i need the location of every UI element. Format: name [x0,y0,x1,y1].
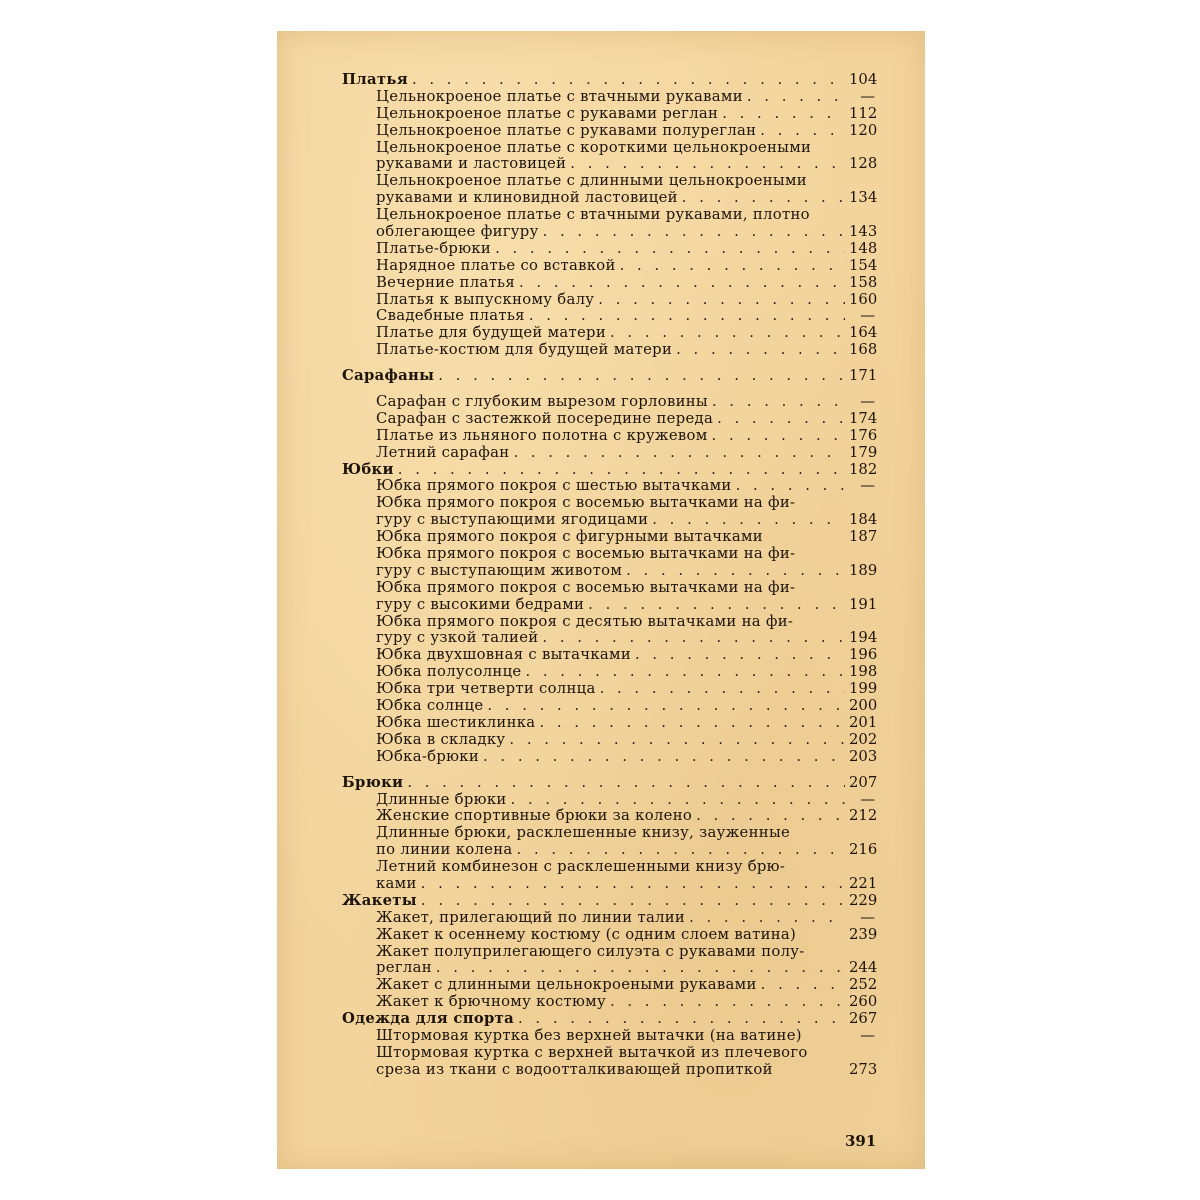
toc-entry-page: 191 [849,595,878,613]
toc-entry [342,944,875,961]
toc-entry [342,595,878,614]
toc-entry-title: Женские спортивные брюки за колено [376,807,693,825]
dot-leader [570,156,845,173]
toc-entry [342,976,878,994]
toc-entry [342,959,878,977]
toc-entry-page: 134 [849,189,878,207]
toc-entry [342,561,878,580]
dot-leader [438,368,845,385]
toc-entry-title: Длинные брюки, расклешенные книзу, зауженные [376,824,791,842]
toc-entry-title: Брюки [342,773,404,791]
toc-entry [342,841,878,859]
toc-entry [342,308,875,325]
toc-entry [342,713,878,732]
dot-leader [421,893,845,910]
toc-entry [342,140,875,157]
toc-entry-title: Платье-брюки [376,239,492,257]
toc-section-entry [342,70,878,89]
toc-entry-page: 104 [849,70,878,88]
toc-entry-page: 260 [849,993,878,1011]
toc-entry-title: Жакет к осеннему костюму (с одним слоем ватина) [376,925,797,943]
toc-entry-title: Юбка двухшовная с вытачками [376,646,631,664]
dot-leader [539,715,845,732]
toc-entry [342,155,878,173]
toc-entry-title: Юбка в складку [376,730,506,748]
toc-entry [342,121,878,140]
toc-entry-title: Юбка прямого покроя с восемью вытачками на фи- [376,578,796,596]
toc-entry-page: 160 [849,290,878,308]
dot-leader [598,292,845,309]
toc-entry [342,646,878,664]
toc-entry-page: 148 [849,239,878,257]
toc-entry [342,478,875,495]
toc-entry-page: 198 [849,663,878,681]
dot-leader [487,698,845,715]
toc-entry-title: Жакет, прилегающий по линии талии [376,908,686,926]
toc-entry [342,528,878,546]
dot-leader [519,275,845,292]
toc-entry-page: 112 [849,104,878,122]
toc-entry-page: 182 [849,460,878,478]
toc-entry [342,925,878,944]
toc-entry-page: 203 [849,747,878,765]
toc-entry-title: гуру с выступающим животом [376,561,623,579]
toc-entry-title: Штормовая куртка с верхней вытачкой из плечевого [376,1043,808,1061]
toc-entry-page: 201 [849,713,878,731]
toc-entry [342,207,875,224]
toc-entry-title: Нарядное платье со вставкой [376,256,616,274]
toc-entry-title: Юбка прямого покроя с десятью вытачками на фи- [376,612,794,630]
toc-entry-title: Жакет полуприлегающего силуэта с рукавами полу- [376,942,805,960]
toc-entry-title: Цельнокроеное платье с короткими цельнокроеными [376,138,812,156]
toc-entry-page: 154 [849,256,878,274]
toc-entry [342,747,878,766]
toc-entry-page: 207 [849,773,878,791]
dot-leader [495,241,845,258]
dot-leader [626,563,845,580]
toc-entry-title: Летний сарафан [376,443,510,461]
toc-entry [342,859,875,876]
dot-leader [620,258,845,275]
dot-leader [696,808,845,825]
toc-entry [342,680,878,698]
toc-entry-page: — [860,477,875,495]
toc-entry [342,874,878,893]
toc-entry [342,546,875,563]
toc-entry [342,223,878,241]
toc-entry-title: Жакеты [342,891,417,909]
dot-leader [436,960,845,977]
toc-entry [342,324,878,342]
toc-entry-title: Юбка полусолнце [376,663,522,681]
toc-entry-page: 120 [849,121,878,139]
toc-entry-title: рукавами и клиновидной ластовицей [376,189,678,207]
dot-leader [722,106,845,123]
toc-entry [342,89,875,106]
dot-leader [483,749,845,766]
toc-entry [342,173,875,190]
toc-entry-page: — [860,393,875,411]
toc-entry [342,239,878,258]
toc-entry-title: Летний комбинезон с расклешенными книзу брю- [376,858,786,876]
toc-entry-title: Цельнокроеное платье с втачными рукавами, плотно [376,206,810,224]
toc-entry-title: Юбка прямого покроя с фигурными вытачками [376,528,763,546]
toc-entry [342,104,878,123]
dot-leader [542,630,845,647]
toc-section-entry [342,367,878,385]
toc-entry-page: 189 [849,561,878,579]
toc-entry-page: 273 [849,1060,878,1078]
toc-entry-page: 158 [849,273,878,291]
toc-entry [342,511,878,529]
toc-entry [342,443,878,462]
toc-entry [342,825,875,842]
toc-entry-title: ками [376,874,417,892]
toc-entry-title: Цельнокроеное платье с рукавами реглан [376,104,719,122]
toc-entry [342,256,878,275]
toc-entry-page: — [860,87,875,105]
dot-leader [760,123,845,140]
dot-leader [652,512,845,529]
toc-entry-page: 216 [849,841,878,859]
dot-leader [543,224,845,241]
toc-entry [342,807,878,825]
toc-entry-title: Вечерние платья [376,273,515,291]
toc-entry-title: Юбка-брюки [376,747,480,765]
toc-entry-title: Юбка прямого покроя с шестью вытачками [376,477,732,495]
toc-entry-title: облегающее фигуру [376,223,539,240]
toc-entry-title: Одежда для спорта [342,1010,514,1028]
toc-entry [342,409,878,428]
toc-entry-title: Юбка прямого покроя с восемью вытачками на фи- [376,494,796,512]
toc-entry [342,629,878,648]
toc-entry-title: Платье из льняного полотна с кружевом [376,426,708,444]
dot-leader [421,876,845,893]
toc-entry-page: 202 [849,730,878,748]
dot-leader [610,994,845,1011]
toc-entry-page: 128 [849,155,878,173]
table-of-contents [342,70,878,1079]
toc-entry-title: Сарафан с застежкой посередине переда [376,409,714,427]
toc-entry-title: по линии колена [376,841,513,859]
toc-entry [342,426,878,445]
toc-entry-title: реглан [376,959,432,977]
book-page [277,31,925,1169]
toc-entry-title: среза из ткани с водоотталкивающей пропиткой [376,1060,773,1078]
toc-entry-title: Длинные брюки [376,790,507,808]
toc-entry-title: Юбка прямого покроя с восемью вытачками на фи- [376,545,796,563]
dot-leader [407,775,845,792]
toc-entry-page: — [860,908,875,926]
toc-entry-title: Свадебные платья [376,307,525,325]
dot-leader [717,411,845,428]
toc-entry [342,792,875,809]
toc-entry [342,341,878,359]
toc-entry-title: Штормовая куртка без верхней вытачки (на ватине) [376,1026,802,1044]
toc-entry-page: 196 [849,646,878,664]
toc-entry-title: Цельнокроеное платье с рукавами полуреглан [376,121,757,139]
dot-leader [635,647,845,664]
toc-entry [342,394,875,411]
toc-entry-title: Платья [342,70,408,88]
toc-entry-page: 200 [849,697,878,715]
toc-entry [342,663,878,681]
page-number: 391 [845,1132,877,1150]
dot-leader [588,597,845,614]
dot-leader [676,342,845,359]
toc-entry [342,1060,878,1079]
toc-entry-page: 168 [849,341,878,359]
toc-entry-page: — [860,790,875,808]
toc-entry-page: 239 [849,925,878,943]
toc-entry [342,1028,875,1045]
dot-leader [511,792,845,809]
dot-leader [712,394,845,411]
toc-entry-title: Жакет к брючному костюму [376,993,606,1011]
toc-entry-page: 229 [849,891,878,909]
toc-section-entry [342,1010,878,1028]
toc-entry-page: 212 [849,807,878,825]
dot-leader [682,190,845,207]
toc-entry-title: Юбка шестиклинка [376,713,536,731]
dot-leader [610,325,845,342]
dot-leader [525,664,845,681]
toc-section-entry [342,773,878,792]
dot-leader [712,428,845,445]
toc-entry-title: Сарафаны [342,367,435,385]
toc-entry-title: Платье-костюм для будущей матери [376,341,673,359]
toc-entry [342,189,878,207]
dot-leader [736,478,845,495]
toc-entry [342,910,875,927]
toc-entry-page: 199 [849,680,878,698]
dot-leader [747,89,845,106]
toc-entry-title: Юбка солнце [376,697,484,715]
toc-entry-title: Цельнокроеное платье с втачными рукавами [376,87,743,105]
toc-entry-title: гуру с узкой талией [376,629,539,647]
dot-leader [412,72,845,89]
toc-entry-title: Цельнокроеное платье с длинными цельнокроеными [376,172,807,190]
dot-leader [513,445,845,462]
dot-leader [600,681,845,698]
toc-entry [342,730,878,749]
toc-entry [342,1045,875,1062]
toc-entry [342,580,875,597]
toc-entry-page: 164 [849,324,878,342]
toc-entry-title: рукавами и ластовицей [376,155,567,173]
toc-entry [342,290,878,309]
toc-entry-title: гуру с высокими бедрами [376,595,585,613]
toc-entry-page: 194 [849,629,878,647]
toc-entry-page: 174 [849,409,878,427]
toc-entry-title: Юбка три четверти солнца [376,680,596,698]
toc-entry-page: — [860,1026,875,1044]
toc-entry-page: 244 [849,959,878,977]
toc-entry-page: 179 [849,443,878,461]
toc-entry-title: Жакет с длинными цельнокроеными рукавами [376,976,757,994]
dot-leader [509,732,845,749]
toc-entry-title: гуру с выступающими ягодицами [376,511,649,529]
toc-entry [342,993,878,1011]
toc-entry [342,614,875,631]
toc-entry-page: 221 [849,874,878,892]
toc-entry-page: 143 [849,223,878,240]
toc-entry [342,273,878,292]
dot-leader [518,1011,845,1028]
toc-entry-page: 187 [849,528,878,546]
dot-leader [689,910,845,927]
toc-entry-page: 267 [849,1010,878,1028]
toc-entry [342,697,878,715]
toc-entry-title: Юбки [342,460,394,478]
toc-section-entry [342,891,878,910]
dot-leader [529,308,845,325]
toc-entry-title: Платье для будущей матери [376,324,606,342]
toc-entry-page: 252 [849,976,878,994]
toc-entry-page: 176 [849,426,878,444]
toc-entry-page: — [860,307,875,325]
toc-section-entry [342,460,878,479]
dot-leader [398,462,845,479]
toc-entry [342,495,875,512]
dot-leader [761,977,845,994]
toc-entry-page: 184 [849,511,878,529]
toc-entry-title: Сарафан с глубоким вырезом горловины [376,393,708,411]
toc-entry-page: 171 [849,367,878,385]
toc-entry-title: Платья к выпускному балу [376,290,595,308]
dot-leader [517,842,845,859]
